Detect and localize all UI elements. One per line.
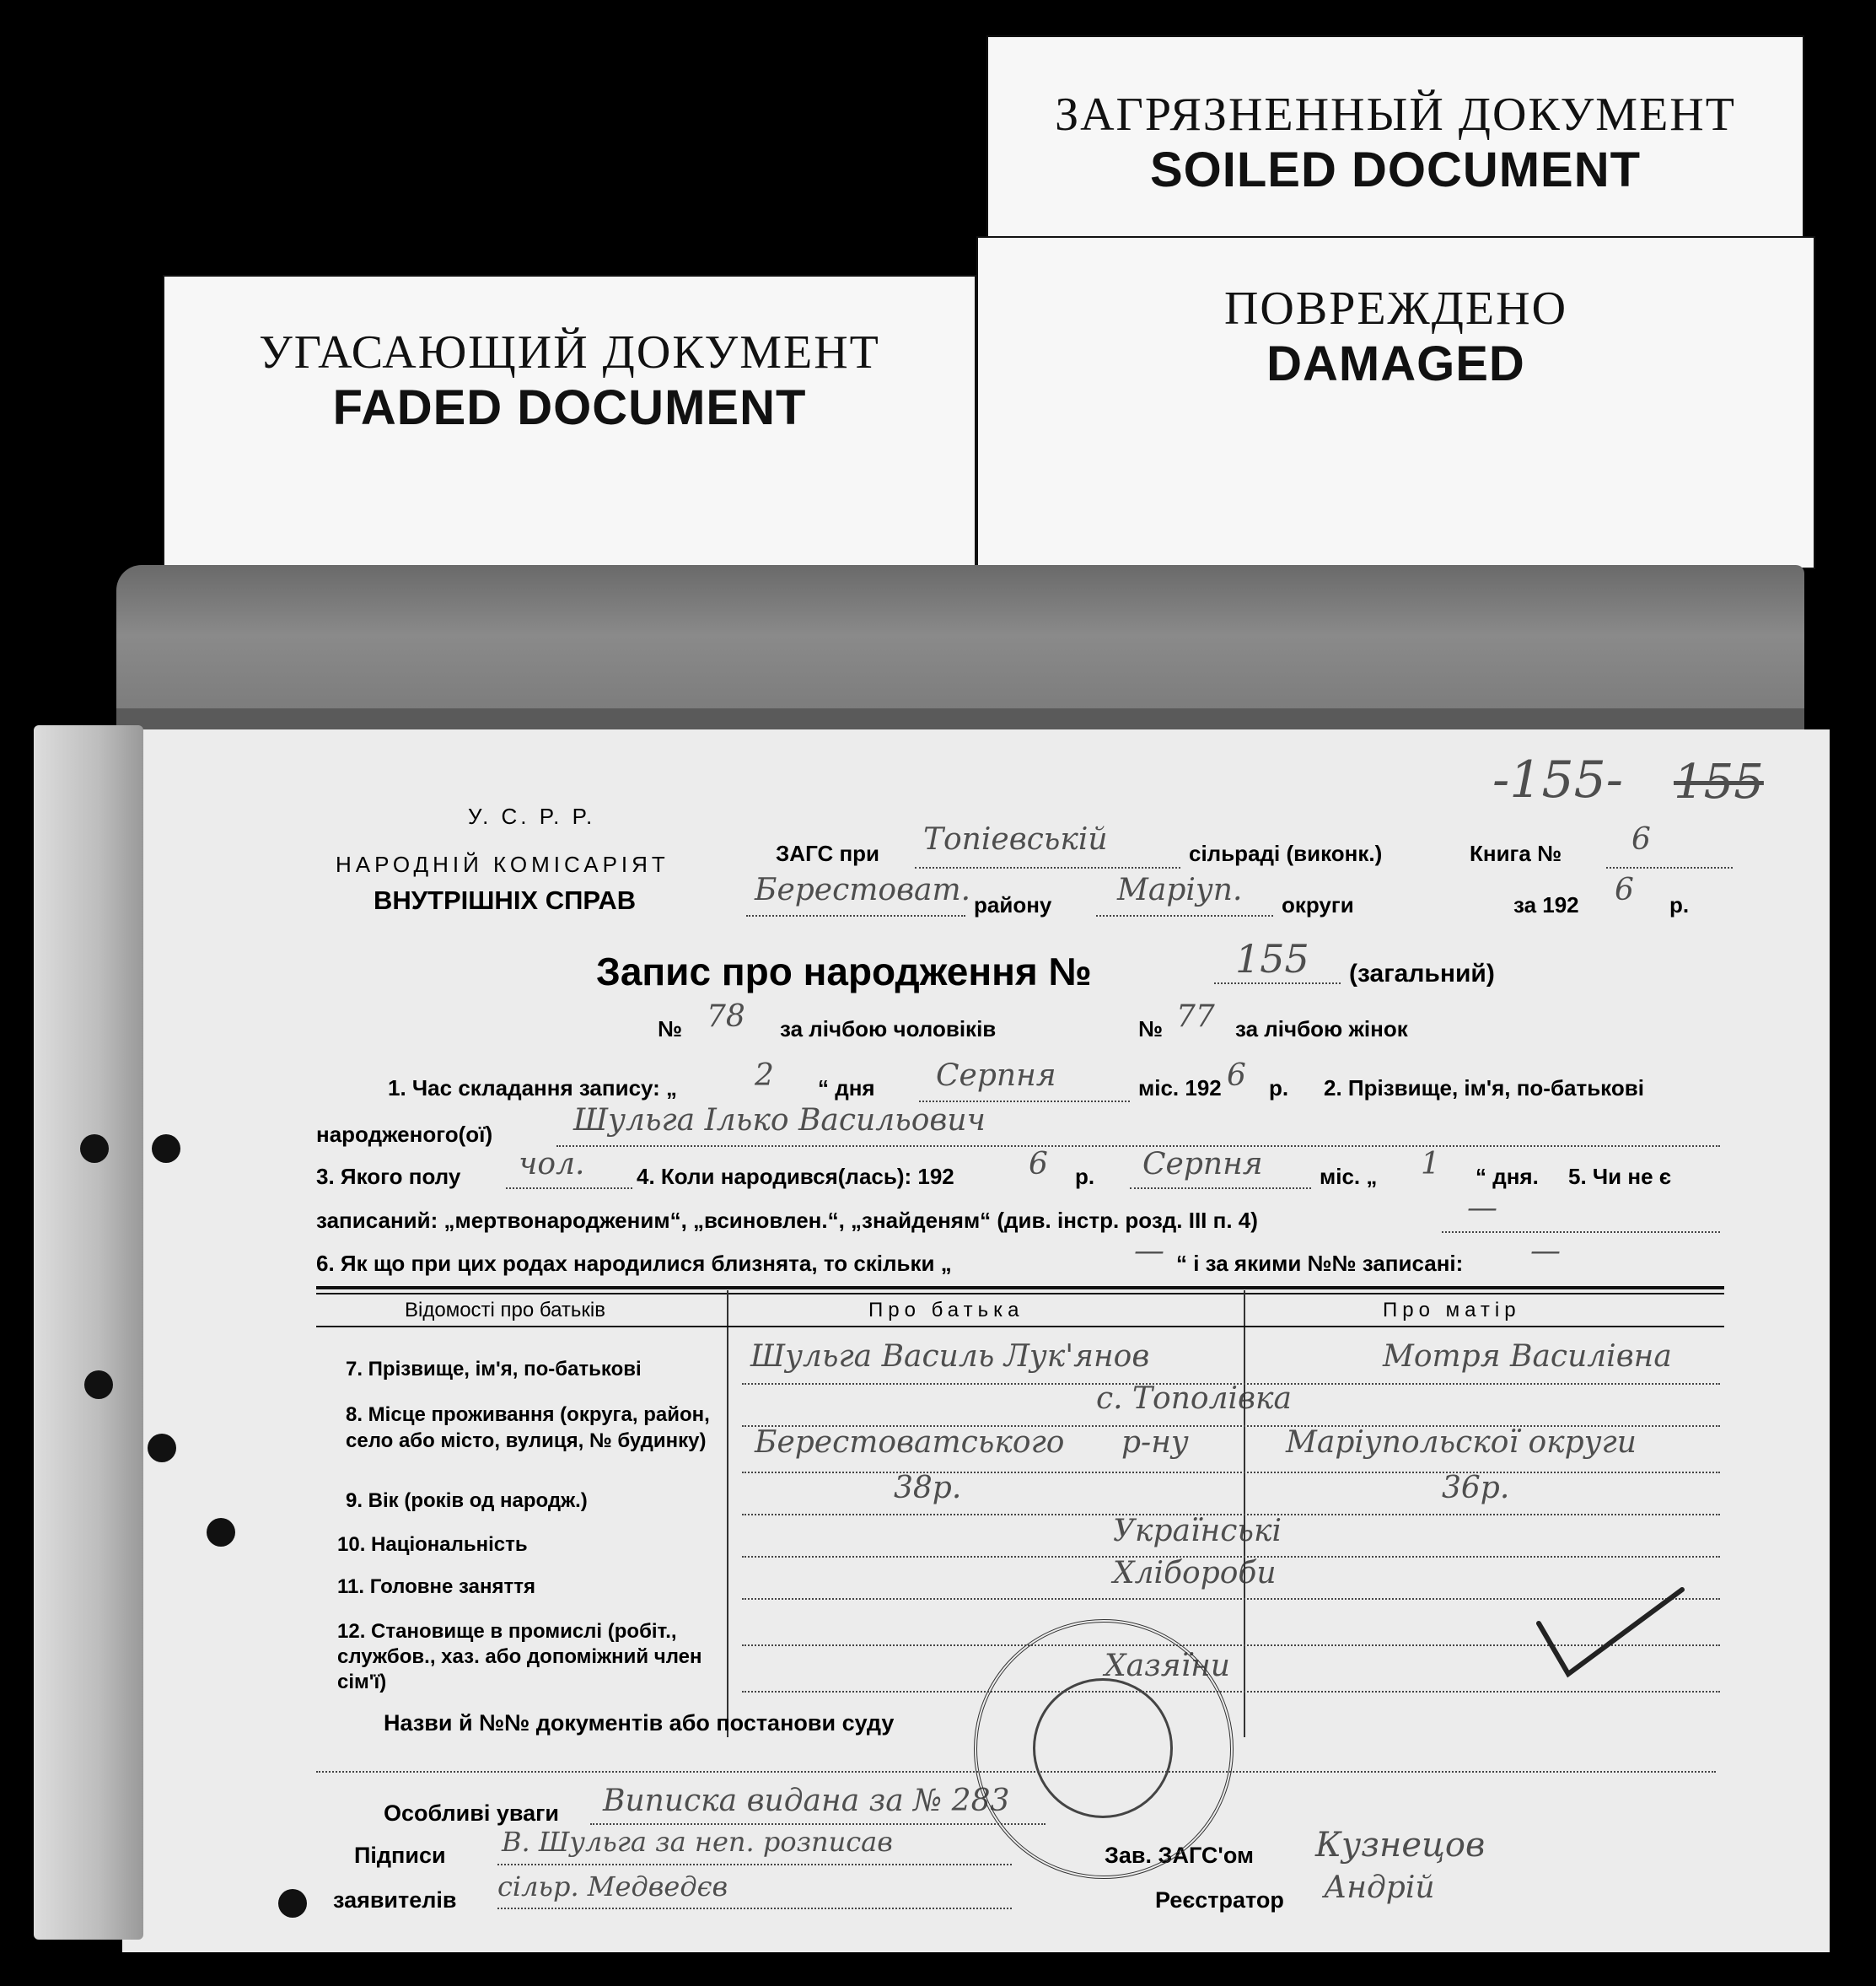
department-label: ВНУТРІШНІХ СПРАВ <box>374 885 637 915</box>
zags-head-label: Зав. ЗАГС'ом <box>1105 1843 1254 1868</box>
male-prefix: № <box>658 1016 682 1041</box>
row12-value: Хазяїни <box>1105 1649 1230 1683</box>
row9-label: 9. Вік (років од народж.) <box>346 1489 588 1512</box>
female-number: 77 <box>1176 999 1215 1034</box>
punch-hole <box>148 1434 176 1462</box>
table-header-mother: Про матір <box>1383 1299 1521 1321</box>
row11-label: 11. Головне заняття <box>337 1575 536 1598</box>
female-label: за лічбою жінок <box>1235 1016 1408 1041</box>
field1-month: Серпня <box>936 1058 1056 1093</box>
soiled-label-en: SOILED DOCUMENT <box>1149 143 1642 197</box>
row8-mother: Маріупольскої округи <box>1286 1425 1637 1460</box>
record-title: Запис про народження № <box>596 950 1092 993</box>
field2-cont: народженого(ої) <box>316 1122 493 1147</box>
row10-label: 10. Національність <box>337 1533 528 1556</box>
okrug-value: Маріуп. <box>1117 873 1243 907</box>
row8-father: Берестоватського <box>755 1425 1065 1460</box>
field1-month-line <box>919 1101 1130 1102</box>
book-label: Книга № <box>1470 841 1562 866</box>
soiled-label-ru: ЗАГРЯЗНЕННЫЙ ДОКУМЕНТ <box>1055 89 1736 141</box>
notes-value: Виписка видана за № 283 <box>603 1784 1010 1818</box>
table-top-rule-2 <box>316 1293 1724 1294</box>
row9-mother: 36р. <box>1442 1471 1510 1505</box>
zags-line <box>915 867 1180 869</box>
punch-hole <box>152 1134 180 1163</box>
signature-applicant-2: сільр. Медведєв <box>497 1870 728 1903</box>
row11-value: Хлібороби <box>1113 1556 1277 1590</box>
binding-strip <box>34 725 143 1940</box>
punch-hole <box>207 1518 235 1547</box>
field5-cont: записаний: „мертвонародженим“, „всиновлен.“, „знайденям“ (див. інстр. розд. III п. 4) <box>316 1208 1258 1233</box>
damaged-label-en: DAMAGED <box>1266 336 1525 391</box>
signature-applicant-1: В. Шульга за неп. розписав <box>502 1826 893 1858</box>
row8-village: с. Тополівка <box>1096 1381 1292 1416</box>
field5-value: — <box>1467 1191 1497 1225</box>
faded-document-card <box>163 275 976 608</box>
field4-month-line <box>1130 1187 1311 1189</box>
field4-label: 4. Коли народився(лась): 192 <box>637 1164 954 1189</box>
field4-year: 6 <box>1029 1147 1048 1181</box>
damaged-label-ru: ПОВРЕЖДЕНО <box>1223 283 1568 335</box>
field2-value: Шульга Ілько Васильович <box>573 1103 986 1138</box>
archive-number-old: 155 <box>1674 755 1764 810</box>
male-number: 78 <box>707 999 745 1034</box>
official-seal-emblem <box>1033 1678 1173 1818</box>
year-suffix: р. <box>1669 892 1690 918</box>
field3-label: 3. Якого полу <box>316 1164 461 1189</box>
signatures-label-2: заявителів <box>333 1887 457 1913</box>
record-number: 155 <box>1235 936 1309 982</box>
faded-label-ru: УГАСАЮЩИЙ ДОКУМЕНТ <box>259 326 880 379</box>
field4-day-suffix: “ дня. <box>1476 1164 1539 1189</box>
book-line <box>1606 867 1733 869</box>
registrar-signature: Андрій <box>1324 1870 1435 1905</box>
punch-hole <box>80 1134 109 1163</box>
field5-line <box>1442 1231 1720 1233</box>
field3-value: чол. <box>519 1147 585 1181</box>
field1-day: 2 <box>755 1058 774 1093</box>
field6-mid: “ і за якими №№ записані: <box>1176 1251 1464 1276</box>
field1-year-suffix: р. <box>1269 1075 1289 1101</box>
punch-hole <box>278 1889 307 1918</box>
archive-number: -155- <box>1492 751 1624 810</box>
district-value: Берестоват. <box>755 873 971 907</box>
field6-label: 6. Як що при цих родах народилися близнята, то скільки „ <box>316 1251 952 1276</box>
field4-month: Серпня <box>1142 1147 1263 1181</box>
field2-label: 2. Прізвище, ім'я, по-батькові <box>1324 1075 1644 1101</box>
row8-line-1 <box>742 1425 1720 1427</box>
field5-label: 5. Чи не є <box>1568 1164 1672 1189</box>
row8-label: 8. Місце проживання (округа, район, село або місто, вулиця, № будинку) <box>346 1403 710 1452</box>
table-header-father: Про батька <box>868 1299 1024 1321</box>
row12-line-2 <box>742 1691 1720 1693</box>
field4-month-suffix: міс. „ <box>1320 1164 1378 1189</box>
year-value: 6 <box>1615 873 1634 907</box>
female-prefix: № <box>1138 1016 1163 1041</box>
signature-line-1 <box>497 1864 1012 1865</box>
record-general: (загальний) <box>1349 960 1495 988</box>
row12-label: 12. Становище в промислі (робіт., службов., хаз. або допоміжний член сім'ї) <box>337 1620 702 1693</box>
commissariat-label: НАРОДНІЙ КОМІСАРІЯТ <box>336 852 669 877</box>
row7-mother: Мотря Василівна <box>1383 1339 1672 1374</box>
table-top-rule <box>316 1286 1724 1289</box>
zags-head-signature: Кузнецов <box>1315 1826 1486 1865</box>
row10-value: Українські <box>1113 1514 1282 1548</box>
field1-year-label: міс. 192 <box>1138 1075 1222 1101</box>
signature-line-2 <box>497 1908 1012 1909</box>
notes-line <box>590 1823 1046 1825</box>
faded-label-en: FADED DOCUMENT <box>332 380 807 435</box>
docs-label: Назви й №№ документів або постанови суду <box>384 1710 895 1736</box>
field6-value2: — <box>1530 1234 1561 1268</box>
punch-hole <box>84 1370 113 1399</box>
male-label: за лічбою чоловіків <box>780 1016 997 1041</box>
district-line <box>746 915 965 917</box>
field4-year-suffix: р. <box>1075 1164 1095 1189</box>
table-divider-1 <box>727 1290 728 1737</box>
book-value: 6 <box>1631 822 1651 857</box>
republic-label: У. С. Р. Р. <box>468 804 596 829</box>
field6-value: — <box>1134 1234 1164 1268</box>
field4-day: 1 <box>1421 1147 1440 1181</box>
field1-year: 6 <box>1227 1058 1246 1093</box>
row8-district: р-ну <box>1121 1425 1189 1460</box>
council-label: сільраді (виконк.) <box>1189 841 1383 866</box>
record-number-line <box>1214 982 1341 984</box>
row9-father: 38р. <box>894 1471 962 1505</box>
signatures-label-1: Підписи <box>354 1843 446 1868</box>
field3-line <box>506 1187 632 1189</box>
registrar-label: Реєстратор <box>1155 1887 1284 1913</box>
field1-day-suffix: “ дня <box>818 1075 875 1101</box>
table-header-info: Відомості про батьків <box>405 1299 605 1321</box>
okrug-label: округи <box>1282 892 1354 918</box>
row8-line-2 <box>742 1472 1720 1473</box>
row7-father: Шульга Василь Лук'янов <box>750 1339 1150 1374</box>
row7-label: 7. Прізвище, ім'я, по-батькові <box>346 1358 642 1381</box>
zags-label: ЗАГС при <box>776 841 880 866</box>
year-label: за 192 <box>1513 892 1579 918</box>
zags-value: Топіевській <box>923 822 1108 857</box>
notes-label: Особливі уваги <box>384 1800 559 1826</box>
district-label: району <box>974 892 1052 918</box>
check-mark-icon <box>1535 1585 1686 1678</box>
field2-line <box>556 1145 1720 1147</box>
okrug-line <box>1096 915 1273 917</box>
field1-label: 1. Час складання запису: „ <box>388 1075 678 1101</box>
table-header-rule <box>316 1326 1724 1327</box>
damaged-document-card <box>976 236 1815 569</box>
